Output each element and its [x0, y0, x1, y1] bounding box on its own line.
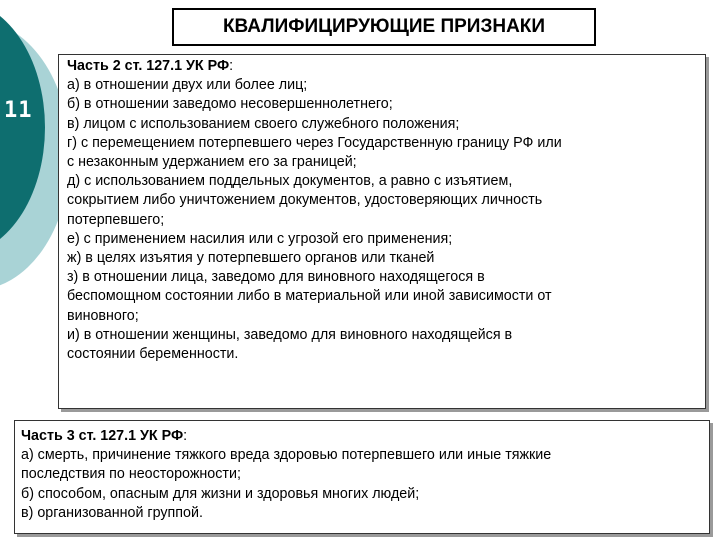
slide-title: КВАЛИФИЦИРУЮЩИЕ ПРИЗНАКИ: [172, 8, 596, 46]
part2-line: д) с использованием поддельных документов, а равно с изъятием,: [67, 173, 513, 190]
part2-line: с незаконным удержанием его за границей;: [67, 154, 357, 171]
part3-heading-colon: :: [183, 428, 188, 444]
part2-line: виновного;: [67, 307, 139, 324]
part2-line: б) в отношении заведомо несовершеннолетнего;: [67, 96, 393, 113]
part2-box: [58, 54, 706, 409]
part2-line: в) лицом с использованием своего служебного положения;: [67, 115, 460, 132]
part3-line: последствия по неосторожности;: [21, 466, 241, 483]
part2-line: и) в отношении женщины, заведомо для виновного находящейся в: [67, 326, 513, 343]
part2-line: состоянии беременности.: [67, 346, 239, 363]
part2-line: ж) в целях изъятия у потерпевшего органов или тканей: [67, 250, 435, 267]
part3-heading: [21, 427, 703, 446]
part3-heading-bold: Часть 3 ст. 127.1 УК РФ: [21, 428, 184, 444]
part2-line: г) с перемещением потерпевшего через Государственную границу РФ или: [67, 134, 562, 151]
part2-line: з) в отношении лица, заведомо для виновного находящегося в: [67, 269, 485, 286]
part3-line: б) способом, опасным для жизни и здоровья многих людей;: [21, 485, 420, 502]
part2-line: е) с применением насилия или с угрозой его применения;: [67, 230, 453, 247]
part3-line: а) смерть, причинение тяжкого вреда здоровью потерпевшего или иные тяжкие: [21, 447, 552, 464]
part2-line: сокрытием либо уничтожением документов, удостоверяющих личность: [67, 192, 543, 209]
part2-line: беспомощном состоянии либо в материальной или иной зависимости от: [67, 288, 552, 305]
part3-line: в) организованной группой.: [21, 504, 203, 521]
part2-heading-colon: :: [229, 58, 234, 74]
part2-heading-bold: Часть 2 ст. 127.1 УК РФ: [67, 58, 230, 74]
part2-line: а) в отношении двух или более лиц;: [67, 77, 308, 94]
part2-heading: [67, 57, 697, 76]
slide-number: 11: [4, 98, 33, 123]
part3-box: [14, 420, 710, 534]
part2-line: потерпевшего;: [67, 211, 165, 228]
